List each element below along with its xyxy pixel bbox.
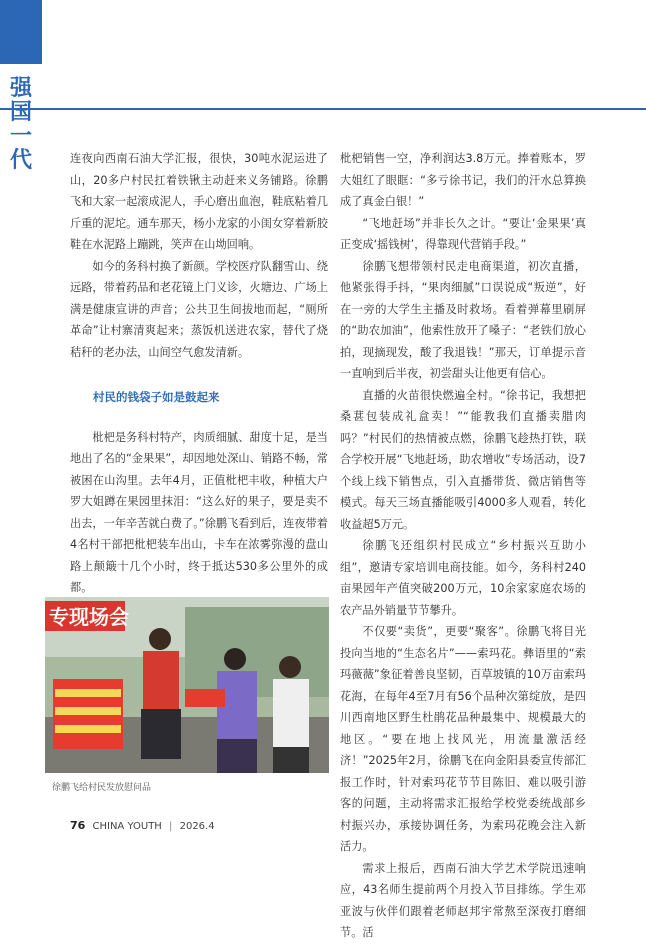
article-photo <box>45 597 329 773</box>
banner-text: 专现场会 <box>49 605 129 629</box>
page-footer <box>70 819 215 832</box>
section-title-char: 一 <box>9 123 32 149</box>
paragraph: 枇杷是务科村特产，肉质细腻、甜度十足，是当地出了名的“金果果”，却因地处深山、销路不畅，常被困在山沟里。去年4月，正值枇杷丰收，种植大户罗大姐蹲在果园里抹泪：“这么好的果子，要是卖不出去，一年辛苦就白费了。”徐鹏飞看到后，连夜带着4名村干部把枇杷装车出山，卡车在浓雾弥漫的盘山路上颠簸十几个小时，终于抵达530多公里外的成都。 <box>70 430 328 594</box>
paragraph: 不仅要“卖货”，更要“聚客”。徐鹏飞将目光投向当地的“生态名片”——索玛花。彝语里的“索玛薇薇”象征着善良坚韧，百草坡镇的10万亩索玛花海，在每年4至7月有56个品种次第绽放，是四川西南地区野生杜鹃花品种最集中、规模最大的地区。“要在地上找风光，用流量激活经济！”2025年2月，徐鹏飞在向金阳县委宣传部汇报工作时，针对索玛花节节目陈旧、难以吸引游客的问题，主动将需求汇报给学校党委统战部乡村振兴办，承接协调任务，为索玛花晚会注入新活力。 <box>340 625 586 853</box>
issue-number: 2026.4 <box>179 821 215 832</box>
photo-caption: 徐鹏飞给村民发放慰问品 <box>52 783 152 793</box>
photo-illustration <box>45 597 329 773</box>
section-title-char: 代 <box>9 147 32 173</box>
paragraph: 如今的务科村换了新颜。学校医疗队翻雪山、绕远路，带着药品和老花镜上门义诊，火塘边、广场上满是健康宣讲的声音；公共卫生间拔地而起，“厕所革命”让村寨清爽起来；蒸饭机送进农家，替代了烧秸秆的老办法，山间空气愈发清新。 <box>70 259 328 359</box>
paragraph: 直播的火苗很快燃遍全村。“徐书记，我想把桑葚包装成礼盒卖！”“能教我们直播卖腊肉吗？”村民们的热情被点燃，徐鹏飞趁热打铁，联合学校开展“飞地赶场，助农增收”专场活动，设7个线上线下销售点，引入直播带货、微店销售等模式。每天三场直播能吸引4000多人观看，转化收益超5万元。 <box>340 388 586 531</box>
paragraph: 徐鹏飞还组织村民成立“乡村振兴互助小组”，邀请专家培训电商技能。如今，务科村240亩果园年产值突破200万元，10余家家庭农场的农产品外销量节节攀升。 <box>340 539 586 617</box>
paragraph: 枇杷销售一空，净利润达3.8万元。捧着账本，罗大姐红了眼眶：“多亏徐书记，我们的汗水总算换成了真金白银！” <box>340 152 586 208</box>
header-blue-block <box>0 0 42 64</box>
paragraph: 需求上报后，西南石油大学艺术学院迅速响应，43名师生提前两个月投入节目排练。学生邓亚波与伙伴们跟着老师赵邦宇常熬至深夜打磨细节。活 <box>340 861 586 939</box>
header-band <box>0 0 646 110</box>
right-column <box>340 148 586 944</box>
paragraph: 连夜向西南石油大学汇报，很快，30吨水泥运进了山，20多户村民扛着铁锹主动赶来义务铺路。徐鹏飞和大家一起滚成泥人，手心磨出血泡，鞋底粘着几斤重的泥坨。通车那天，杨小龙家的小闺女穿着新胶鞋在水泥路上蹦跳，笑声在山坳回响。 <box>70 152 328 251</box>
section-title-char: 强 <box>9 75 32 101</box>
header-rule <box>0 108 646 110</box>
left-column <box>70 148 328 642</box>
section-heading: 村民的钱袋子如是鼓起来 <box>93 390 220 404</box>
section-title-char: 国 <box>9 99 32 125</box>
section-title-vertical <box>8 76 34 172</box>
magazine-name: CHINA YOUTH <box>92 821 162 832</box>
paragraph: “飞地赶场”并非长久之计。“要让‘金果果’真正变成‘摇钱树’，得靠现代营销手段。” <box>340 216 586 251</box>
paragraph: 徐鹏飞想带领村民走电商渠道，初次直播，他紧张得手抖，“果肉细腻”口误说成“叛逆”，好在一旁的大学生主播及时救场。看着弹幕里刷屏的“助农加油”，他索性放开了嗓子：“老铁们放心拍，现摘现发，酸了我退钱！”那天，订单提示音一直响到后半夜，初尝甜头让他更有信心。 <box>340 259 586 380</box>
footer-separator: | <box>169 821 173 832</box>
page-number: 76 <box>70 819 86 832</box>
